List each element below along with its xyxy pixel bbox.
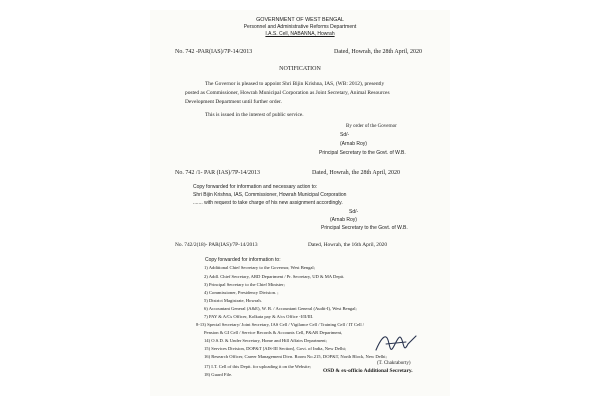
list-item: 17) I.T. Cell of this Deptt. for uploading it on the Website;	[204, 364, 311, 369]
list-item: 6) Accountant General (A&E), W. B. / Accountant General (Audit-I), West Bengal;	[204, 306, 357, 311]
list-item: 5) District Magistrate, Howrah.	[204, 298, 262, 303]
list-item: 16) Research Officer, Career Management Divn. Room No.215, DOP&T, North Block, New Delhi;	[204, 354, 387, 359]
memo2-copy-line: Copy forwarded for information and necessary action to:	[193, 184, 318, 190]
list-item: 18) Guard File.	[204, 372, 233, 377]
list-item: 7) PAY & A/Cs Officer, Kolkata pay & A/cs Office -I/II/III.	[204, 314, 314, 319]
handwritten-signature	[372, 330, 422, 358]
notification-para1-line1: The Governor is pleased to appoint Shri Bijin Krishna, IAS, (WB: 2012), presently	[205, 81, 385, 87]
signature1-designation: Principal Secretary to the Govt. of W.B.	[319, 150, 406, 156]
memo2-number: No. 742 /1- PAR (IAS)/7P-14/2013	[175, 170, 260, 176]
notification-para2: This is issued in the interest of public service.	[205, 112, 304, 118]
list-item: Pension & GI Cell / Service Records & Accounts Cell, P&AR Department,	[204, 330, 343, 335]
memo1-date: Dated, Howrah, the 28th April, 2020	[334, 49, 422, 55]
list-item: 15) Services Division, DOP&T [AIS-III Section], Govt. of India, New Delhi;	[204, 346, 347, 351]
memo2-date: Dated, Howrah, the 28th April, 2020	[312, 170, 400, 176]
signature1-sd: Sd/-	[340, 132, 350, 138]
memo2-sd: Sd/-	[349, 209, 359, 215]
memo2-recipient-line2: ....... with request to take charge of his new assignment accordingly.	[193, 200, 343, 206]
list-item: 8-13) Special Secretary/ Joint Secretary, IAS Cell / Vigilance Cell / Training Cell / IT Cell /	[196, 322, 365, 327]
signature1-by-order: By order of the Governor	[346, 124, 397, 129]
list-item: 3) Principal Secretary to the Chief Minister;	[204, 282, 285, 287]
list-item: 2) Addl. Chief Secretary, ARD Department / Pr. Secretary, UD & MA Deptt.	[204, 274, 345, 279]
header-cell: I.A.S. Cell, NABANNA, Howrah	[265, 31, 335, 37]
memo1-number: No. 742 -PAR(IAS)/7P-14/2013	[175, 49, 253, 55]
list-item: 1) Additional Chief Secretary to the Governor, West Bengal;	[204, 265, 315, 270]
memo3-date: Dated, Howrah, the 16th April, 2020	[308, 242, 388, 248]
memo2-name: (Arnab Roy)	[330, 217, 357, 223]
list-item: 14) O.S.D. & Under Secretary, Home and Hill Affairs Department;	[204, 338, 327, 343]
notification-para1-line2: posted as Commissioner, Howrah Municipal Corporation as Joint Secretary, Animal Resources	[185, 90, 390, 96]
memo2-designation: Principal Secretary to the Govt. of W.B.	[321, 225, 408, 231]
memo2-recipient-line1: Shri Bijin Krishna, IAS, Commissioner, Howrah Municipal Corporation	[193, 192, 347, 198]
notification-para1-line3: Development Department until further order.	[185, 99, 282, 105]
memo3-copy-line: Copy forwarded for information to:	[205, 257, 281, 263]
memo3-number: No. 742/2(18)- PAR(IAS)/7P-14/2013	[175, 242, 258, 248]
header-department: Personnel and Administrative Reforms Department	[243, 24, 357, 30]
signatory-designation: OSD & ex-officio Additional Secretary.	[323, 368, 413, 374]
signature1-name: (Arnab Roy)	[340, 141, 367, 147]
list-item: 4) Commissioner, Presidency Division. ;	[204, 290, 279, 295]
header-government: GOVERNMENT OF WEST BENGAL	[256, 17, 344, 23]
signatory-name: (T. Chakraborty)	[377, 361, 411, 366]
notification-title: NOTIFICATION	[279, 66, 321, 72]
